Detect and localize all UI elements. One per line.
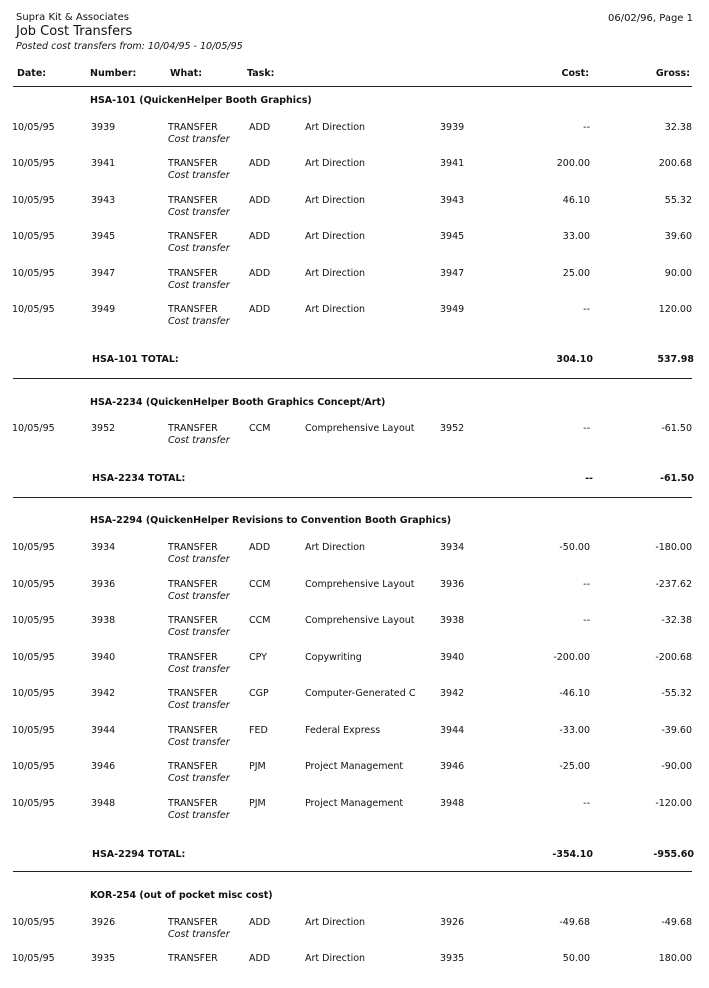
row-cost: -- — [583, 122, 590, 133]
row-date: 10/05/95 — [12, 917, 55, 928]
row-task: CCM — [249, 579, 271, 590]
row-number: 3948 — [91, 798, 116, 809]
row-number: 3935 — [91, 953, 116, 964]
row-cost: 200.00 — [556, 158, 590, 169]
page-info: 06/02/96, Page 1 — [607, 13, 693, 24]
row-description: Art Direction — [305, 122, 366, 133]
group-total-gross: 537.98 — [657, 354, 694, 365]
row-number: 3942 — [91, 688, 116, 699]
job-group-title: HSA-2294 (QuickenHelper Revisions to Convention Booth Graphics) — [90, 515, 452, 526]
row-gross: -120.00 — [655, 798, 692, 809]
row-gross: -32.38 — [661, 615, 692, 626]
row-what-note: Cost transfer — [168, 773, 230, 784]
row-cost: -46.10 — [559, 688, 590, 699]
row-reference: 3941 — [440, 158, 465, 169]
row-what-note: Cost transfer — [168, 591, 230, 602]
row-what: TRANSFER — [168, 652, 218, 663]
row-description: Comprehensive Layout — [305, 579, 415, 590]
row-task: FED — [249, 725, 268, 736]
row-task: CPY — [249, 652, 267, 663]
row-description: Art Direction — [305, 542, 366, 553]
row-number: 3940 — [91, 652, 116, 663]
column-header-date: Date: — [17, 68, 47, 79]
group-total-gross: -61.50 — [660, 473, 694, 484]
group-separator — [13, 497, 692, 498]
row-what: TRANSFER — [168, 268, 218, 279]
row-what-note: Cost transfer — [168, 316, 230, 327]
row-date: 10/05/95 — [12, 615, 55, 626]
row-task: ADD — [249, 304, 271, 315]
row-what: TRANSFER — [168, 615, 218, 626]
row-reference: 3948 — [440, 798, 465, 809]
row-number: 3943 — [91, 195, 116, 206]
row-description: Copywriting — [305, 652, 362, 663]
row-what-note: Cost transfer — [168, 627, 230, 638]
company-name: Supra Kit & Associates — [16, 12, 129, 23]
header-rule — [13, 86, 692, 87]
row-number: 3946 — [91, 761, 116, 772]
row-number: 3947 — [91, 268, 116, 279]
row-number: 3936 — [91, 579, 116, 590]
row-reference: 3940 — [440, 652, 465, 663]
row-what: TRANSFER — [168, 579, 218, 590]
row-description: Computer-Generated C — [305, 688, 416, 699]
row-reference: 3938 — [440, 615, 465, 626]
row-task: ADD — [249, 917, 271, 928]
job-group-title: HSA-2234 (QuickenHelper Booth Graphics Concept/Art) — [90, 397, 386, 408]
row-date: 10/05/95 — [12, 688, 55, 699]
row-cost: -- — [583, 615, 590, 626]
report-subtitle: Posted cost transfers from: 10/04/95 - 10/05/95 — [16, 41, 243, 52]
row-what-note: Cost transfer — [168, 664, 230, 675]
row-cost: 25.00 — [562, 268, 590, 279]
row-number: 3926 — [91, 917, 116, 928]
row-description: Art Direction — [305, 158, 366, 169]
row-what: TRANSFER — [168, 953, 218, 964]
row-description: Art Direction — [305, 195, 366, 206]
row-what-note: Cost transfer — [168, 280, 230, 291]
row-what: TRANSFER — [168, 231, 218, 242]
column-header-gross: Gross: — [655, 68, 690, 79]
row-reference: 3946 — [440, 761, 465, 772]
row-what-note: Cost transfer — [168, 170, 230, 181]
row-cost: -25.00 — [559, 761, 590, 772]
row-gross: -39.60 — [661, 725, 692, 736]
row-date: 10/05/95 — [12, 953, 55, 964]
row-what-note: Cost transfer — [168, 554, 230, 565]
row-what: TRANSFER — [168, 304, 218, 315]
row-date: 10/05/95 — [12, 798, 55, 809]
row-reference: 3944 — [440, 725, 465, 736]
row-cost: 33.00 — [562, 231, 590, 242]
row-gross: 39.60 — [664, 231, 692, 242]
row-description: Art Direction — [305, 953, 366, 964]
row-number: 3944 — [91, 725, 116, 736]
row-what-note: Cost transfer — [168, 929, 230, 940]
row-what: TRANSFER — [168, 423, 218, 434]
row-gross: -61.50 — [661, 423, 692, 434]
row-reference: 3943 — [440, 195, 465, 206]
row-what-note: Cost transfer — [168, 243, 230, 254]
column-header-what: What: — [170, 68, 202, 79]
row-number: 3949 — [91, 304, 116, 315]
group-separator — [13, 378, 692, 379]
row-task: ADD — [249, 122, 271, 133]
row-date: 10/05/95 — [12, 304, 55, 315]
row-gross: 200.68 — [658, 158, 692, 169]
row-gross: -237.62 — [655, 579, 692, 590]
row-gross: -55.32 — [661, 688, 692, 699]
group-total-label: HSA-2294 TOTAL: — [92, 849, 186, 860]
row-description: Project Management — [305, 761, 404, 772]
row-cost: -33.00 — [559, 725, 590, 736]
row-date: 10/05/95 — [12, 579, 55, 590]
row-cost: -- — [583, 579, 590, 590]
row-gross: 90.00 — [664, 268, 692, 279]
row-date: 10/05/95 — [12, 268, 55, 279]
row-gross: 120.00 — [658, 304, 692, 315]
row-what: TRANSFER — [168, 122, 218, 133]
group-total-cost: -- — [585, 473, 593, 484]
row-what-note: Cost transfer — [168, 700, 230, 711]
row-date: 10/05/95 — [12, 122, 55, 133]
row-description: Art Direction — [305, 917, 366, 928]
row-task: ADD — [249, 268, 271, 279]
row-number: 3938 — [91, 615, 116, 626]
row-description: Comprehensive Layout — [305, 423, 415, 434]
column-header-task: Task: — [247, 68, 275, 79]
row-description: Comprehensive Layout — [305, 615, 415, 626]
row-date: 10/05/95 — [12, 761, 55, 772]
row-date: 10/05/95 — [12, 158, 55, 169]
row-reference: 3947 — [440, 268, 465, 279]
row-what: TRANSFER — [168, 725, 218, 736]
job-group-title: KOR-254 (out of pocket misc cost) — [90, 890, 273, 901]
row-reference: 3935 — [440, 953, 465, 964]
row-task: PJM — [249, 761, 266, 772]
row-description: Federal Express — [305, 725, 381, 736]
row-what: TRANSFER — [168, 195, 218, 206]
row-task: CGP — [249, 688, 269, 699]
row-cost: -200.00 — [553, 652, 590, 663]
row-what-note: Cost transfer — [168, 810, 230, 821]
row-reference: 3949 — [440, 304, 465, 315]
row-description: Art Direction — [305, 231, 366, 242]
group-separator — [13, 871, 692, 872]
row-what-note: Cost transfer — [168, 207, 230, 218]
group-total-cost: 304.10 — [556, 354, 593, 365]
row-reference: 3926 — [440, 917, 465, 928]
row-task: CCM — [249, 615, 271, 626]
row-task: CCM — [249, 423, 271, 434]
row-number: 3934 — [91, 542, 116, 553]
row-reference: 3939 — [440, 122, 465, 133]
row-what: TRANSFER — [168, 688, 218, 699]
row-what: TRANSFER — [168, 798, 218, 809]
row-date: 10/05/95 — [12, 652, 55, 663]
report-title: Job Cost Transfers — [16, 24, 133, 39]
row-cost: 50.00 — [562, 953, 590, 964]
row-cost: -- — [583, 798, 590, 809]
row-gross: -180.00 — [655, 542, 692, 553]
row-cost: -50.00 — [559, 542, 590, 553]
group-total-label: HSA-2234 TOTAL: — [92, 473, 186, 484]
row-date: 10/05/95 — [12, 423, 55, 434]
row-date: 10/05/95 — [12, 195, 55, 206]
job-group-title: HSA-101 (QuickenHelper Booth Graphics) — [90, 95, 312, 106]
row-what: TRANSFER — [168, 542, 218, 553]
row-number: 3945 — [91, 231, 116, 242]
row-task: ADD — [249, 542, 271, 553]
row-reference: 3934 — [440, 542, 465, 553]
row-reference: 3936 — [440, 579, 465, 590]
row-task: ADD — [249, 195, 271, 206]
row-cost: -49.68 — [559, 917, 590, 928]
row-gross: -49.68 — [661, 917, 692, 928]
row-number: 3941 — [91, 158, 116, 169]
row-what-note: Cost transfer — [168, 134, 230, 145]
row-description: Project Management — [305, 798, 404, 809]
row-task: PJM — [249, 798, 266, 809]
row-task: ADD — [249, 953, 271, 964]
row-reference: 3952 — [440, 423, 465, 434]
row-reference: 3942 — [440, 688, 465, 699]
row-date: 10/05/95 — [12, 725, 55, 736]
row-gross: 180.00 — [658, 953, 692, 964]
row-reference: 3945 — [440, 231, 465, 242]
row-gross: -200.68 — [655, 652, 692, 663]
group-total-cost: -354.10 — [552, 849, 593, 860]
row-cost: -- — [583, 423, 590, 434]
row-gross: 55.32 — [664, 195, 692, 206]
row-number: 3939 — [91, 122, 116, 133]
row-task: ADD — [249, 231, 271, 242]
group-total-label: HSA-101 TOTAL: — [92, 354, 179, 365]
column-header-number: Number: — [90, 68, 137, 79]
row-number: 3952 — [91, 423, 116, 434]
row-task: ADD — [249, 158, 271, 169]
group-total-gross: -955.60 — [653, 849, 694, 860]
row-what: TRANSFER — [168, 158, 218, 169]
row-what: TRANSFER — [168, 761, 218, 772]
row-cost: 46.10 — [562, 195, 590, 206]
row-gross: 32.38 — [664, 122, 692, 133]
row-what: TRANSFER — [168, 917, 218, 928]
column-header-cost: Cost: — [561, 68, 589, 79]
row-what-note: Cost transfer — [168, 435, 230, 446]
row-description: Art Direction — [305, 304, 366, 315]
row-what-note: Cost transfer — [168, 737, 230, 748]
row-gross: -90.00 — [661, 761, 692, 772]
row-date: 10/05/95 — [12, 542, 55, 553]
row-description: Art Direction — [305, 268, 366, 279]
row-cost: -- — [583, 304, 590, 315]
row-date: 10/05/95 — [12, 231, 55, 242]
